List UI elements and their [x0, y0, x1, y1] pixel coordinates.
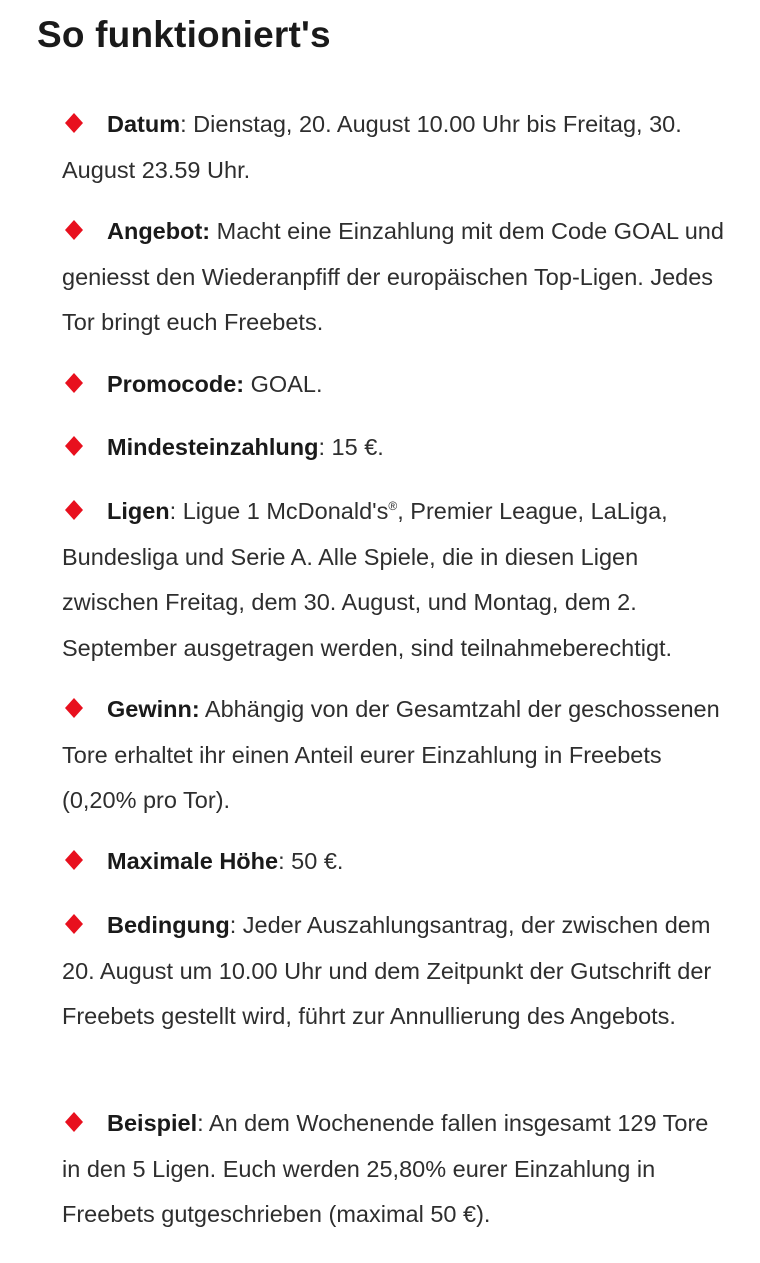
list-item-ligen: [62, 489, 730, 671]
list-item-datum: [62, 102, 730, 193]
item-text: GOAL.: [244, 371, 323, 397]
item-text: 15 €.: [325, 434, 384, 460]
list-item-promocode: [62, 362, 730, 408]
red-diamond-icon: [62, 373, 107, 393]
item-text: Dienstag, 20. August 10.00 Uhr bis Freitag, 30. August 23.59 Uhr.: [62, 111, 682, 183]
list-item-maximale-hoehe: [62, 839, 730, 885]
red-diamond-icon: [62, 220, 107, 240]
item-separator: :: [318, 434, 326, 460]
red-diamond-icon: [62, 1112, 107, 1132]
list-item-gewinn: [62, 687, 730, 824]
item-text: An dem Wochenende fallen insgesamt 129 Tore in den 5 Ligen. Euch werden 25,80% eurer Einzahlung in Freebets gutgeschrieben (maximal 50 €).: [62, 1110, 709, 1228]
red-diamond-icon: [62, 500, 107, 520]
item-separator: :: [169, 498, 177, 524]
item-label: Ligen: [107, 498, 170, 524]
item-text: Macht eine Einzahlung mit dem Code GOAL und geniesst den Wiederanpfiff der europäischen Top-Ligen. Jedes Tor bringt euch Freebets.: [62, 218, 724, 336]
registered-mark: ®: [388, 499, 398, 513]
red-diamond-icon: [62, 113, 107, 133]
red-diamond-icon: [62, 436, 107, 456]
item-label: Angebot:: [107, 218, 211, 244]
item-label: Datum: [107, 111, 181, 137]
item-separator: :: [180, 111, 187, 137]
item-label: Bedingung: [107, 912, 230, 938]
item-text: Abhängig von der Gesamtzahl der geschossenen Tore erhaltet ihr einen Anteil eurer Einzahlung in Freebets (0,20% pro Tor).: [62, 696, 720, 814]
item-label: Gewinn:: [107, 696, 200, 722]
red-diamond-icon: [62, 850, 107, 870]
red-diamond-icon: [62, 698, 107, 718]
item-label: Maximale Höhe: [107, 848, 279, 874]
item-label: Mindesteinzahlung: [107, 434, 319, 460]
list-item-beispiel: [62, 1101, 730, 1238]
list-item-angebot: [62, 209, 730, 346]
list-item-bedingung: [62, 903, 730, 1040]
item-text: 50 €.: [284, 848, 344, 874]
red-diamond-icon: [62, 914, 107, 934]
item-text: Ligue 1 McDonald's: [176, 498, 389, 524]
section-heading: So funktioniert's: [37, 14, 331, 55]
item-separator: :: [197, 1110, 204, 1136]
list-item-mindesteinzahlung: [62, 425, 730, 471]
item-text: Jeder Auszahlungsantrag, der zwischen dem 20. August um 10.00 Uhr und dem Zeitpunkt der Gutschrift der Freebets gestellt wird, führt zur Annullierung des Angebots.: [62, 912, 712, 1030]
item-separator: :: [278, 848, 285, 874]
item-label: Promocode:: [107, 371, 245, 397]
item-text-continued: , Premier League, LaLiga, Bundesliga und Serie A. Alle Spiele, die in diesen Ligen zwischen Freitag, dem 30. August, und Montag, dem 2. September ausgetragen werden, sind teilnahmeberechtigt.: [62, 498, 673, 661]
item-label: Beispiel: [107, 1110, 198, 1136]
item-separator: :: [229, 912, 237, 938]
